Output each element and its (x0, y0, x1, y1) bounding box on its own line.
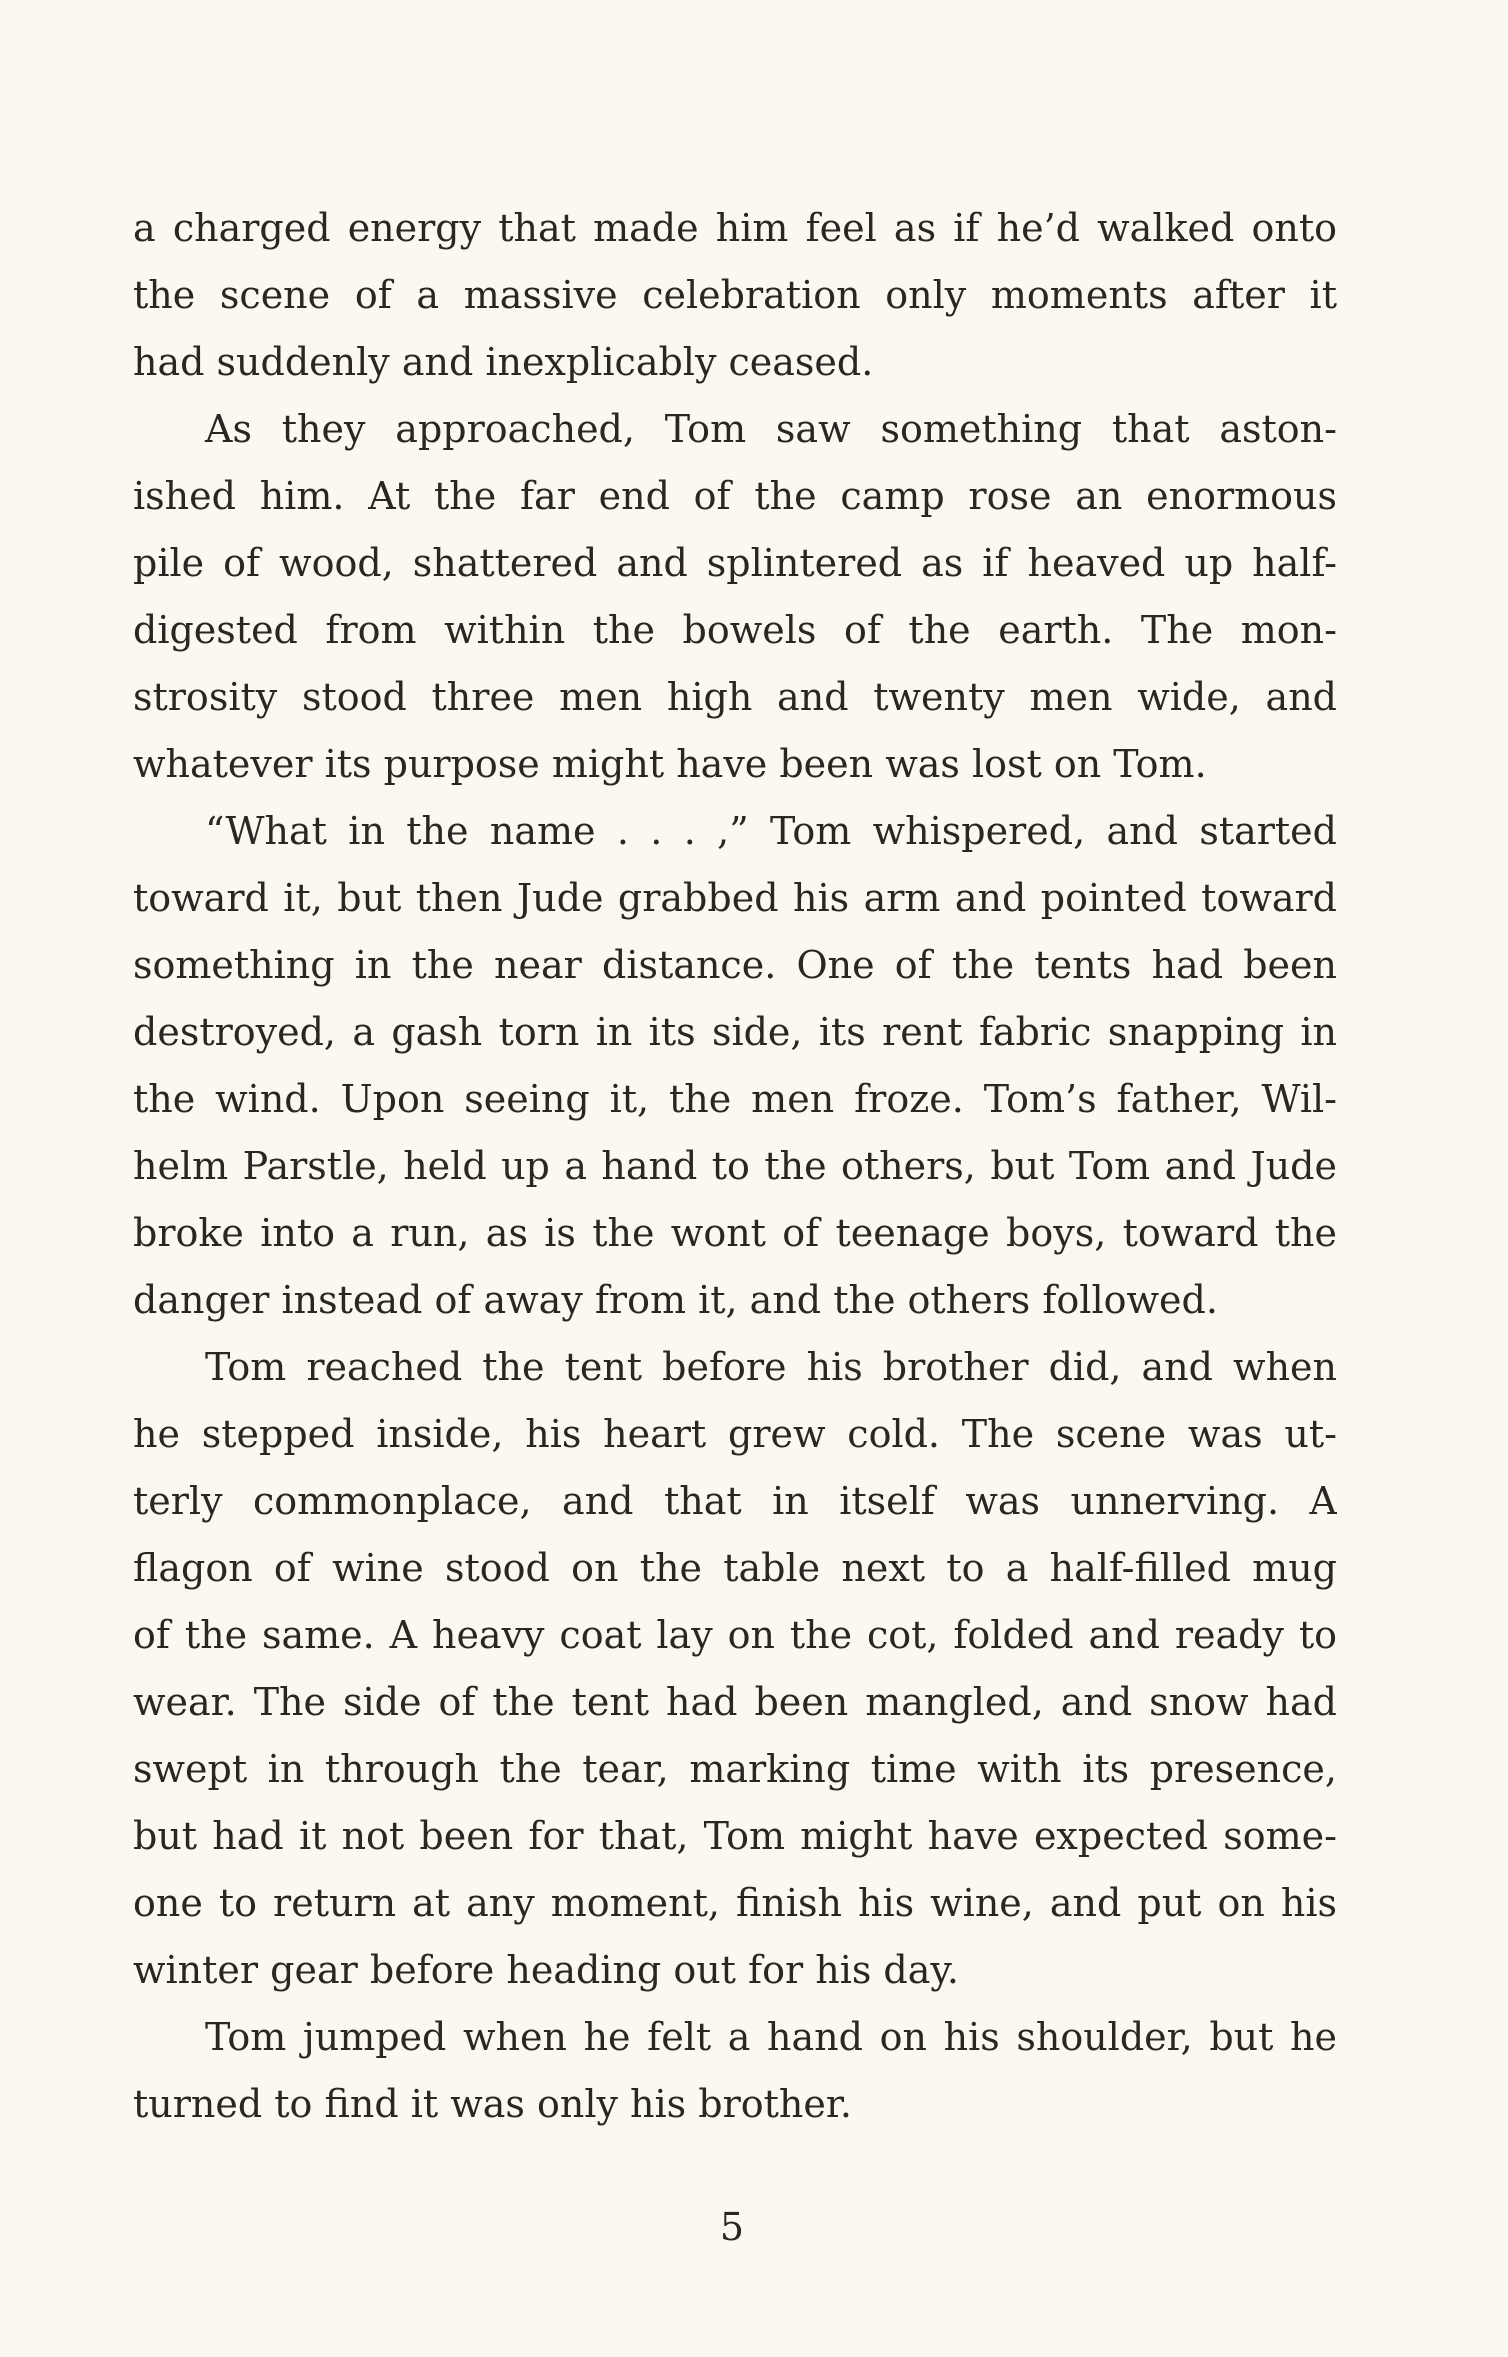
text-line: but had it not been for that, Tom might have expected some- (133, 1814, 1337, 1858)
text-line: turned to find it was only his brother. (133, 2082, 852, 2126)
text-line: swept in through the tear, marking time with its presence, (133, 1747, 1337, 1791)
text-line: the wind. Upon seeing it, the men froze. Tom’s father, Wil- (133, 1077, 1337, 1121)
text-line: helm Parstle, held up a hand to the others, but Tom and Jude (133, 1144, 1337, 1188)
text-line: wear. The side of the tent had been mangled, and snow had (133, 1680, 1337, 1724)
text-line: flagon of wine stood on the table next to a half-filled mug (133, 1546, 1337, 1590)
text-line: had suddenly and inexplicably ceased. (133, 340, 874, 384)
text-line: strosity stood three men high and twenty men wide, and (133, 675, 1337, 719)
text-line: winter gear before heading out for his day. (133, 1948, 959, 1992)
text-line: of the same. A heavy coat lay on the cot, folded and ready to (133, 1613, 1337, 1657)
text-line: As they approached, Tom saw something that aston- (205, 407, 1337, 451)
text-line: destroyed, a gash torn in its side, its rent fabric snapping in (133, 1010, 1337, 1054)
text-line: ished him. At the far end of the camp rose an enormous (133, 474, 1337, 518)
text-line: something in the near distance. One of the tents had been (133, 943, 1337, 987)
page-number: 5 (719, 2205, 745, 2249)
text-line: toward it, but then Jude grabbed his arm and pointed toward (133, 876, 1337, 920)
text-line: whatever its purpose might have been was lost on Tom. (133, 742, 1207, 786)
text-line: broke into a run, as is the wont of teenage boys, toward the (133, 1211, 1337, 1255)
text-line: terly commonplace, and that in itself was unnerving. A (133, 1479, 1337, 1523)
text-line: “What in the name . . . ,” Tom whispered, and started (205, 809, 1337, 853)
text-line: Tom reached the tent before his brother did, and when (205, 1345, 1337, 1389)
text-line: he stepped inside, his heart grew cold. The scene was ut- (133, 1412, 1337, 1456)
text-line: Tom jumped when he felt a hand on his shoulder, but he (205, 2015, 1337, 2059)
text-line: pile of wood, shattered and splintered as if heaved up half- (133, 541, 1337, 585)
text-line: danger instead of away from it, and the others followed. (133, 1278, 1218, 1322)
text-line: digested from within the bowels of the earth. The mon- (133, 608, 1337, 652)
text-line: one to return at any moment, finish his wine, and put on his (133, 1881, 1337, 1925)
text-line: the scene of a massive celebration only moments after it (133, 273, 1337, 317)
body-text (133, 195, 1337, 2138)
text-line: a charged energy that made him feel as if he’d walked onto (133, 206, 1337, 250)
